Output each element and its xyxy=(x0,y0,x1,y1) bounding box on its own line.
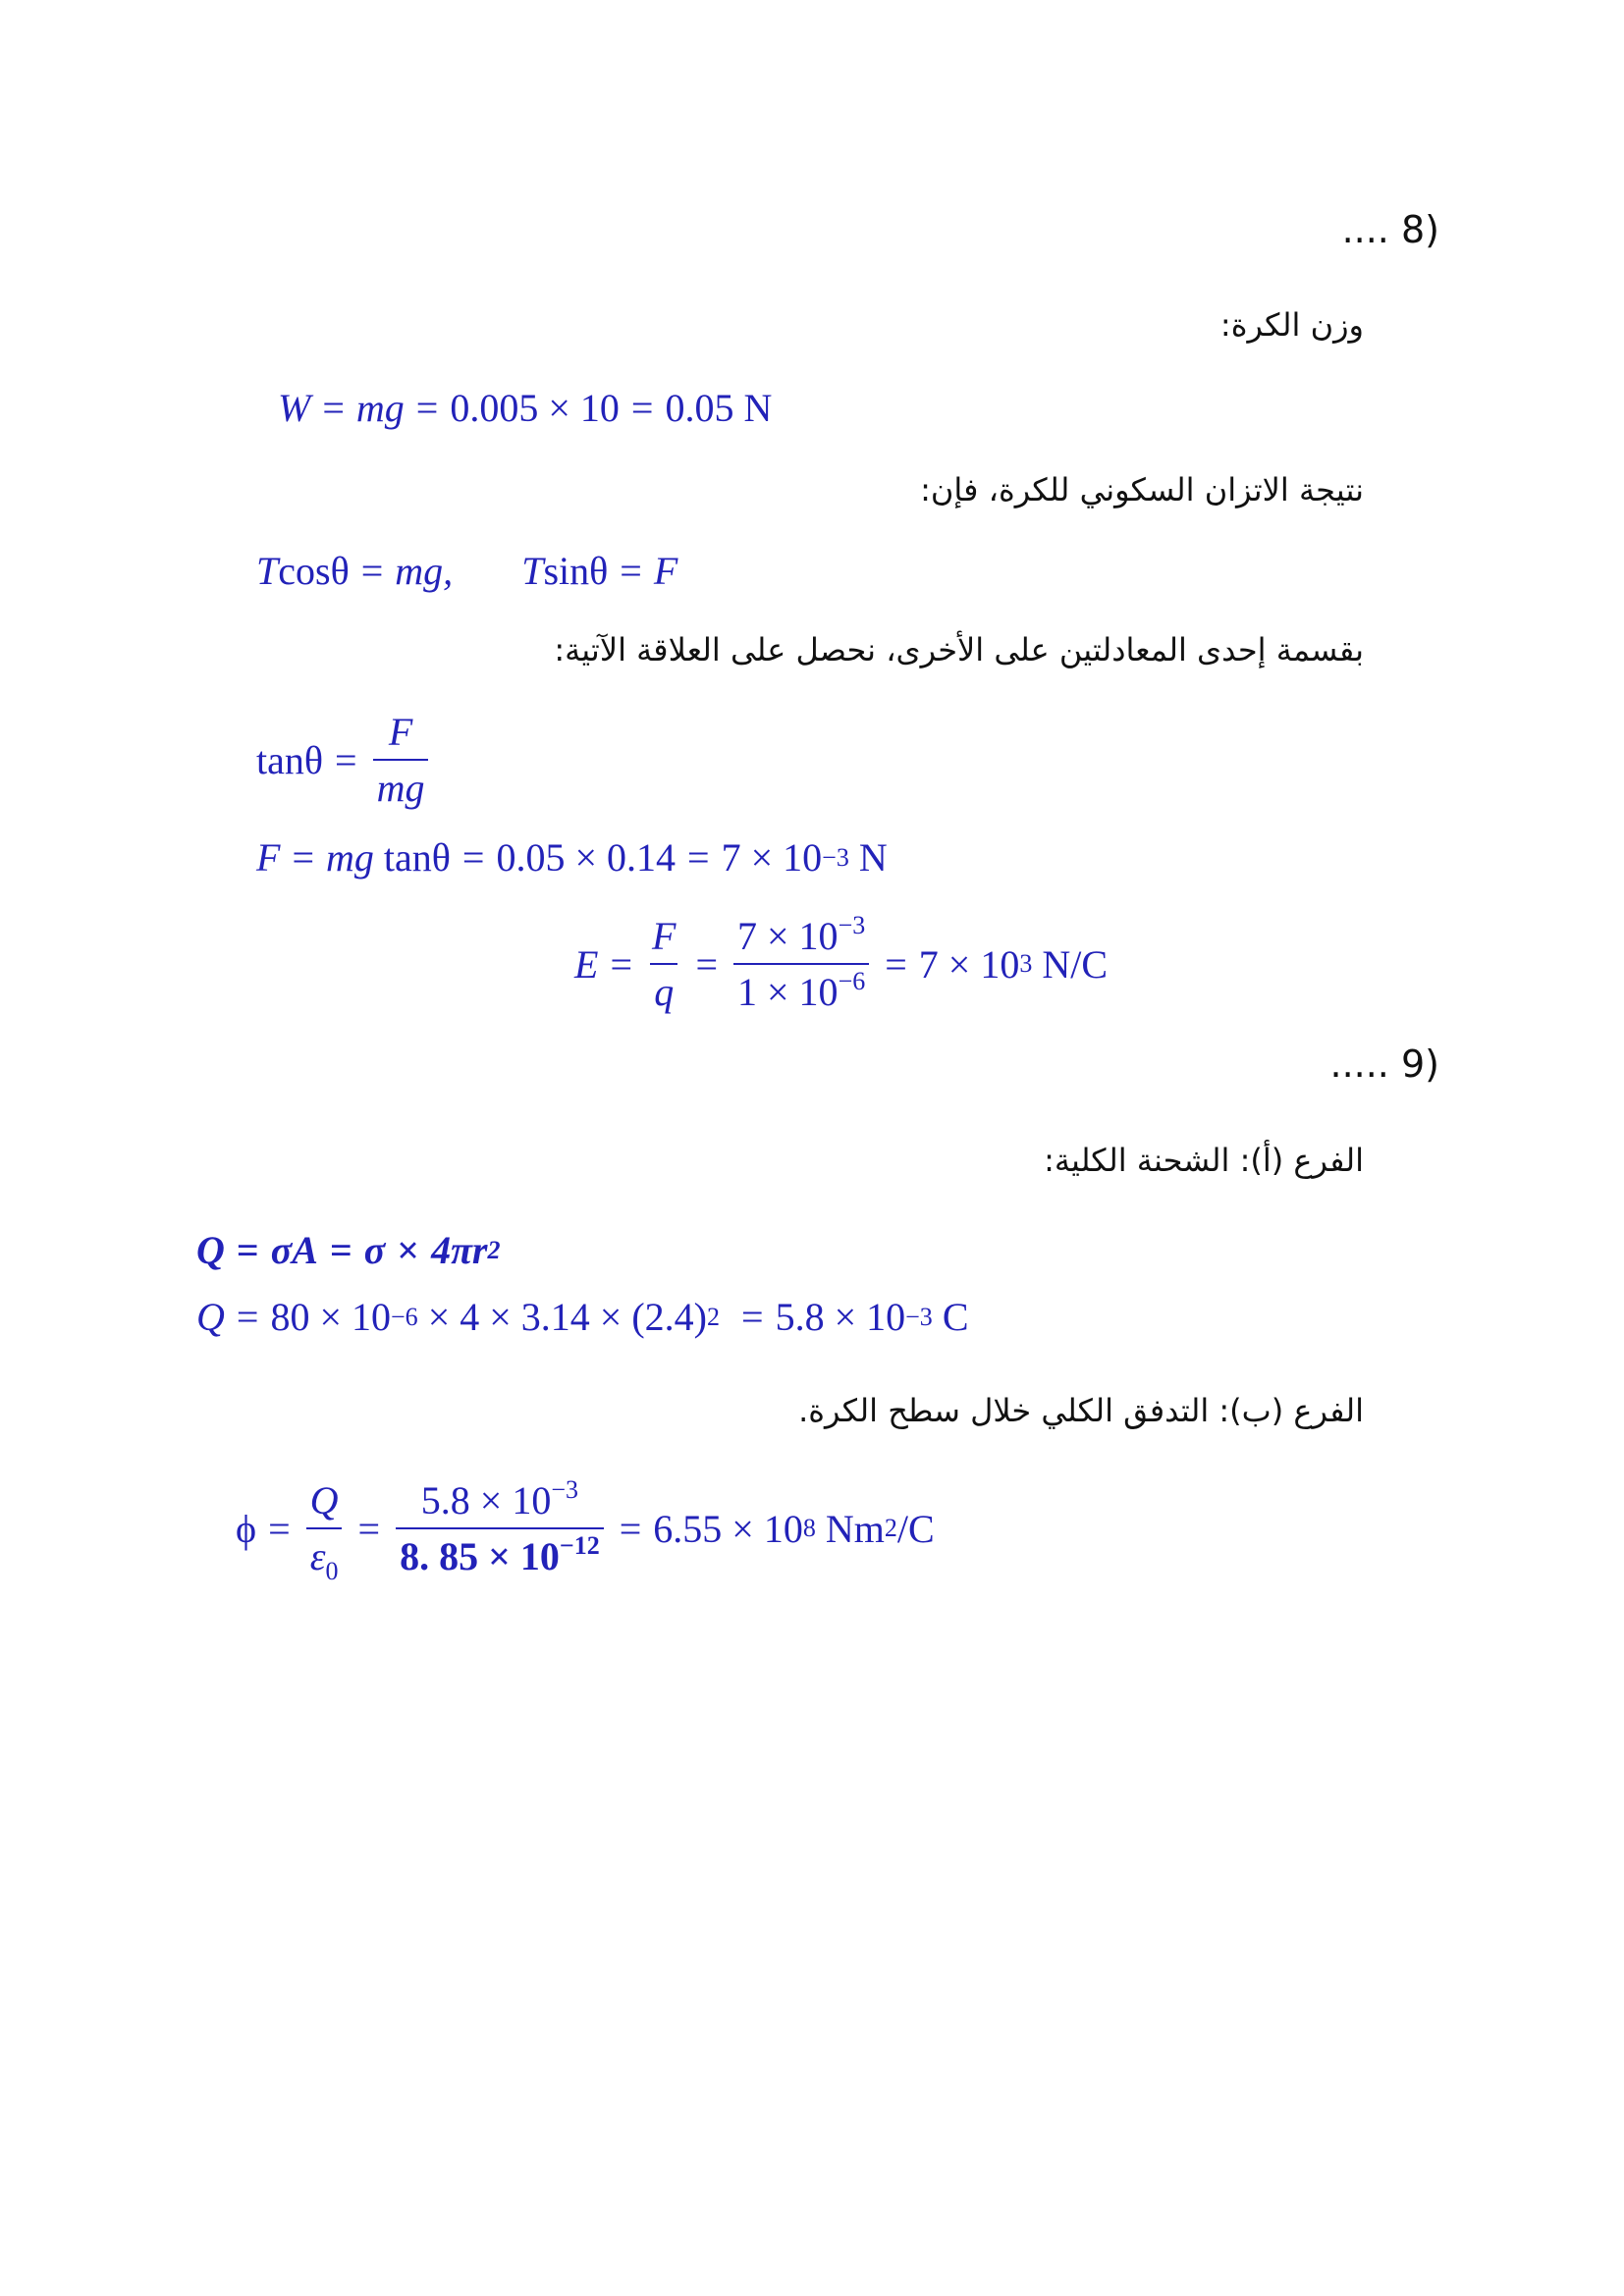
force-calc: 0.05 × 0.14 xyxy=(496,835,677,880)
flux-symbol: ϕ xyxy=(236,1506,257,1551)
charge-calculation: Q = 80 × 10 −6 × 4 × 3.14 × (2.4) 2 = 5.8 × 10 −3 C xyxy=(196,1295,969,1339)
unit: Nm xyxy=(825,1506,885,1551)
weight-equation: W = mg = 0.005 × 10 = 0.05 N xyxy=(278,386,773,430)
unit: N/C xyxy=(1042,941,1109,987)
field-symbol: E xyxy=(574,941,599,987)
part-b-text: الفرع (ب): التدفق الكلي خلال سطح الكرة. xyxy=(798,1392,1364,1429)
question-8-number: 8) xyxy=(1400,208,1439,251)
flux-result: 6.55 × 10 xyxy=(653,1506,803,1551)
weight-heading: وزن الكرة: xyxy=(1219,306,1364,344)
flux-equation: ϕ = $\frac{Q}{\varepsilon_0}$ = $\frac{5.8 \times 10^{-3}}{8. 85 \times 10^{-12}}$ = 6.55 × 10 8 Nm 2 /C xyxy=(236,1475,935,1585)
tension-symbol: T xyxy=(521,549,544,593)
question-8-dots: .... xyxy=(1341,208,1389,251)
fraction-numerator: Q xyxy=(309,1478,339,1522)
charge-result: 5.8 × 10 xyxy=(775,1295,906,1339)
fraction-numerator: F xyxy=(652,914,677,958)
unit: N xyxy=(858,835,888,880)
question-9-number: 9) xyxy=(1400,1042,1439,1086)
sigma-symbol: σ xyxy=(363,1228,386,1272)
division-text: بقسمة إحدى المعادلتين على الأخرى، نحصل على العلاقة الآتية: xyxy=(554,631,1364,668)
area-term: 4πr xyxy=(431,1228,488,1272)
area-calc: × 4 × 3.14 × (2.4) xyxy=(427,1295,708,1339)
mg-term: mg xyxy=(326,835,374,880)
mg-term: mg xyxy=(355,386,405,430)
charge-symbol: Q xyxy=(196,1228,225,1272)
question-8-header xyxy=(1342,208,1439,251)
equilibrium-equations: T cosθ = mg, T sinθ = F xyxy=(256,549,678,593)
charge-symbol: Q xyxy=(196,1295,225,1339)
flux-fraction-1 xyxy=(306,1477,343,1585)
force-symbol: F xyxy=(653,549,678,593)
tan-fraction xyxy=(373,709,429,811)
tan-term: tanθ xyxy=(383,835,451,880)
weight-result: 0.05 N xyxy=(665,386,773,430)
equilibrium-text: نتيجة الاتزان السكوني للكرة، فإن: xyxy=(920,471,1364,508)
force-equation: F = mg tanθ = 0.05 × 0.14 = 7 × 10 −3 N xyxy=(256,835,888,880)
unit: /C xyxy=(896,1506,935,1551)
fraction-numerator: $5.8 \times 10^{-3}$ xyxy=(420,1475,578,1522)
weight-calc: 0.005 × 10 xyxy=(450,386,620,430)
fraction-numerator: $7 \times 10^{-3}$ xyxy=(737,911,866,958)
flux-fraction-2 xyxy=(396,1477,604,1579)
tan-term: tanθ xyxy=(256,737,324,782)
question-9-dots: ..... xyxy=(1329,1042,1389,1086)
fraction-denominator: q xyxy=(650,963,677,1015)
unit: C xyxy=(942,1295,969,1339)
mg-term: mg, xyxy=(395,549,454,593)
fraction-denominator: $1 \times 10^{-6}$ xyxy=(733,963,869,1015)
tan-equation: tanθ = $\frac{F}{mg}$ xyxy=(256,709,432,811)
question-9-header xyxy=(1329,1042,1439,1086)
tension-symbol: T xyxy=(256,549,279,593)
fraction-numerator: F xyxy=(388,710,413,754)
field-fraction-1 xyxy=(648,913,679,1015)
field-result: 7 × 10 xyxy=(918,941,1020,987)
charge-formula: Q = σA = σ × 4πr 2 xyxy=(196,1228,501,1272)
weight-symbol: W xyxy=(278,386,311,430)
field-equation: E = $\frac{F}{q}$ = $\frac{7 \times 10^{-3}}{1 \times 10^{-6}}$ = 7 × 10 3 N/C xyxy=(574,911,1109,1014)
cos-term: cosθ xyxy=(278,549,350,593)
sin-term: sinθ xyxy=(543,549,609,593)
charge-density: 80 × 10 xyxy=(270,1295,392,1339)
fraction-denominator: mg xyxy=(373,759,429,811)
field-fraction-2 xyxy=(733,913,869,1015)
fraction-denominator: $\varepsilon_0$ xyxy=(306,1527,343,1579)
force-symbol: F xyxy=(256,835,281,880)
force-result: 7 × 10 xyxy=(721,835,823,880)
sigma-a-term: σA xyxy=(270,1228,318,1272)
part-a-text: الفرع (أ): الشحنة الكلية: xyxy=(1044,1142,1364,1179)
fraction-denominator: 8. $85 \times 10^{-12}$ xyxy=(396,1527,604,1579)
